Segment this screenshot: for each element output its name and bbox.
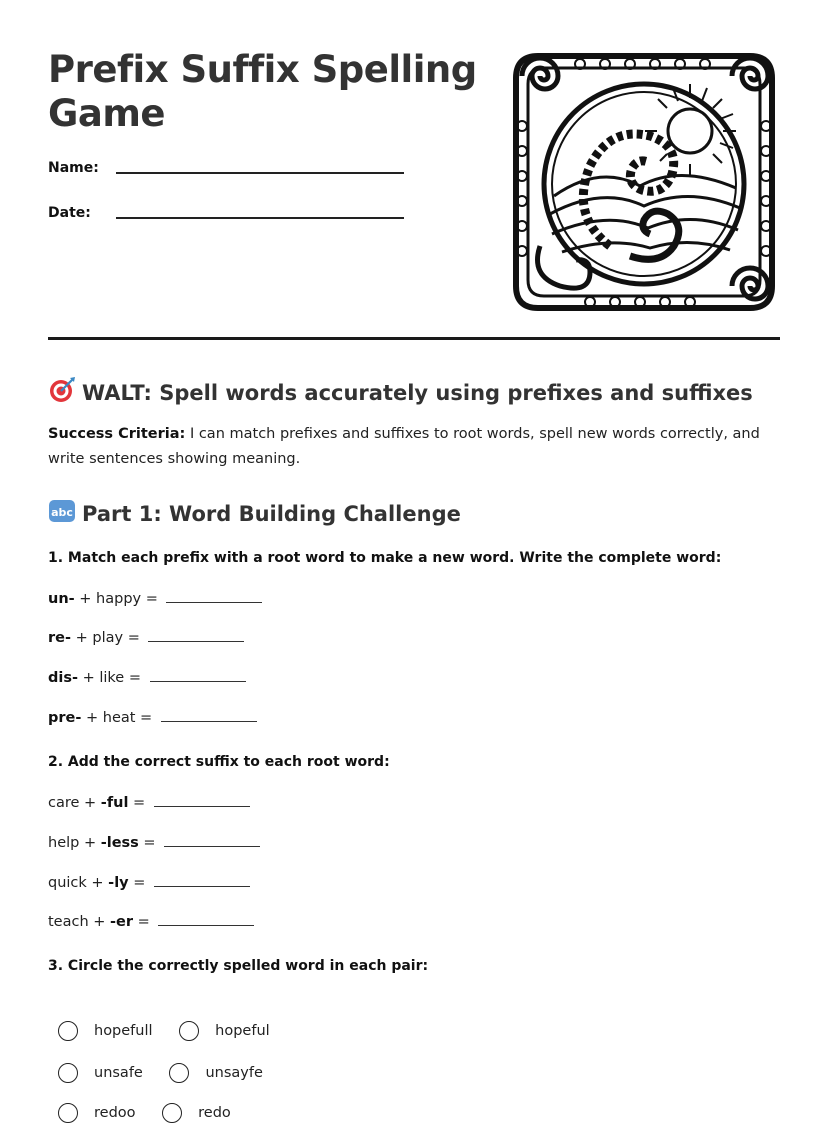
suffix-equation: = [138,835,161,851]
answer-blank[interactable] [166,590,262,603]
suffix-row [48,874,250,891]
walt-heading-text: WALT: Spell words accurately using prefixes and suffixes [82,381,753,405]
word-option[interactable] [58,1063,143,1083]
answer-blank[interactable] [154,874,250,887]
suffix-row [48,834,260,851]
answer-blank[interactable] [150,669,246,682]
word-option[interactable] [58,1103,136,1123]
prefix-row [48,709,257,726]
word-option[interactable] [162,1103,231,1123]
radio-circle-icon[interactable] [162,1103,182,1123]
option-text: hopefull [94,1023,153,1039]
option-text: redoo [94,1105,136,1121]
prefix-row [48,629,244,646]
word-pair [58,1063,285,1087]
option-text: redo [198,1105,231,1121]
answer-blank[interactable] [148,629,244,642]
suffix-row [48,913,254,930]
suffix-equation: = [133,914,155,930]
name-field [48,160,99,176]
question-3-prompt: 3. Circle the correctly spelled word in each pair: [48,958,429,974]
suffix-row [48,794,250,811]
page-title: Prefix Suffix Spelling Game [48,48,477,135]
prefix-equation: + play = [71,630,145,646]
date-field [48,205,91,221]
prefix-equation: + heat = [81,710,157,726]
suffix-equation: = [128,875,150,891]
word-option[interactable] [58,1021,153,1041]
part1-heading [48,497,461,526]
suffix-label: -less [100,835,139,851]
prefix-row [48,669,246,686]
question-1-prompt: 1. Match each prefix with a root word to make a new word. Write the complete word: [48,550,722,566]
suffix-label: -er [110,914,134,930]
question-2-prompt: 2. Add the correct suffix to each root word: [48,754,390,770]
option-text: hopeful [215,1023,270,1039]
success-criteria-text: I can match prefixes and suffixes to root words, spell new words correctly, and write sentences showing meaning. [48,426,760,467]
suffix-label: -ful [100,795,129,811]
target-dart-icon [48,376,76,404]
option-text: unsayfe [205,1065,263,1081]
walt-heading [48,376,753,405]
date-label: Date: [48,205,91,221]
koru-illustration-icon [510,46,778,318]
radio-circle-icon[interactable] [58,1021,78,1041]
prefix-label: dis- [48,670,78,686]
prefix-label: pre- [48,710,82,726]
worksheet-page [48,0,780,1121]
root-word: quick + [48,875,109,891]
name-write-line[interactable] [116,172,404,174]
worksheet-header [48,0,780,340]
success-criteria-label: Success Criteria: [48,426,186,442]
radio-circle-icon[interactable] [169,1063,189,1083]
root-word: care + [48,795,101,811]
prefix-equation: + like = [78,670,146,686]
prefix-row [48,590,262,607]
abc-input-icon [48,497,76,525]
answer-blank[interactable] [154,794,250,807]
part1-heading-text: Part 1: Word Building Challenge [82,502,461,526]
answer-blank[interactable] [164,834,260,847]
word-pair [58,1021,292,1045]
prefix-equation: + happy = [74,591,163,607]
word-pair [58,1103,253,1127]
word-option[interactable] [169,1063,262,1083]
name-label: Name: [48,160,99,176]
suffix-equation: = [128,795,150,811]
answer-blank[interactable] [161,709,257,722]
radio-circle-icon[interactable] [179,1021,199,1041]
root-word: teach + [48,914,111,930]
root-word: help + [48,835,101,851]
option-text: unsafe [94,1065,143,1081]
answer-blank[interactable] [158,913,254,926]
prefix-label: un- [48,591,75,607]
success-criteria [48,422,768,472]
word-option[interactable] [179,1021,270,1041]
abc-icon-text: abc [51,506,73,519]
radio-circle-icon[interactable] [58,1063,78,1083]
date-write-line[interactable] [116,217,404,219]
suffix-label: -ly [108,875,129,891]
prefix-label: re- [48,630,72,646]
radio-circle-icon[interactable] [58,1103,78,1123]
